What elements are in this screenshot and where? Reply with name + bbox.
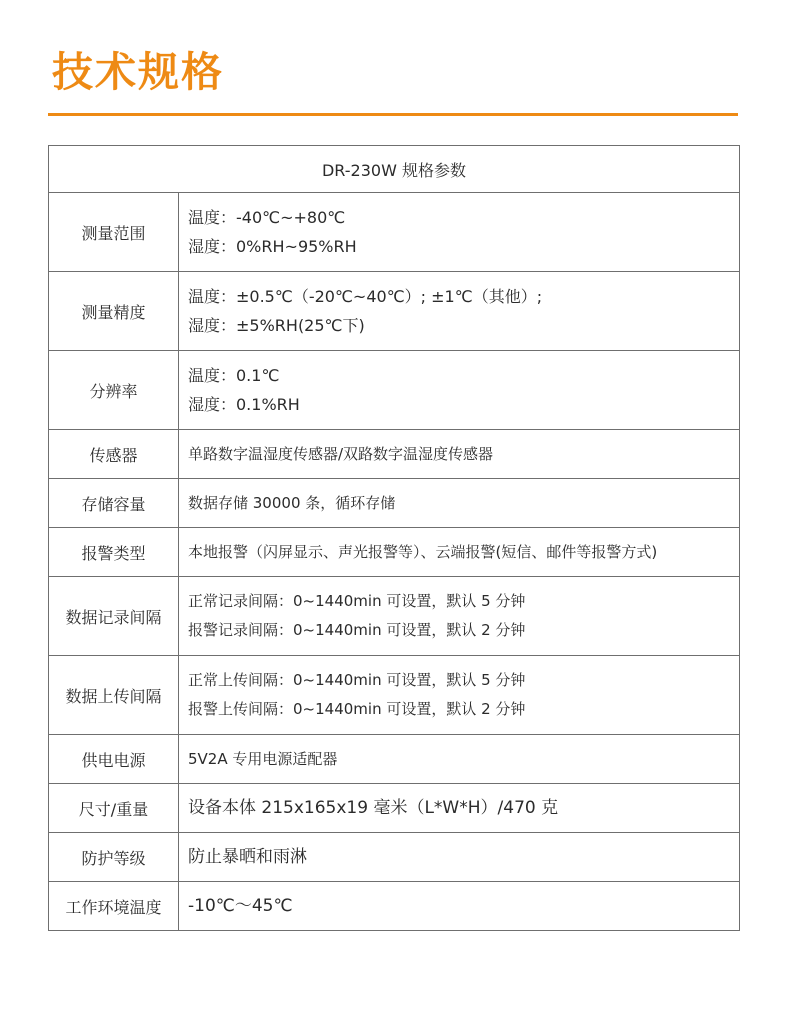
- spec-row-operating-temp: [49, 882, 740, 931]
- spec-value: [179, 833, 740, 882]
- spec-value-line: 温度：0.1℃: [188, 366, 280, 385]
- spec-row-sensor: [49, 430, 740, 479]
- spec-label: 数据记录间隔: [49, 577, 179, 656]
- spec-value-line: -10℃～45℃: [188, 895, 293, 916]
- spec-label: 分辨率: [49, 351, 179, 430]
- spec-row-resolution: [49, 351, 740, 430]
- spec-value: [179, 735, 740, 784]
- spec-row-upload-interval: [49, 656, 740, 735]
- spec-value-line: 5V2A 专用电源适配器: [188, 749, 338, 768]
- spec-value: [179, 272, 740, 351]
- spec-row-size-weight: [49, 784, 740, 833]
- spec-value-line: 温度：±0.5℃（-20℃~40℃）; ±1℃（其他）;: [188, 287, 543, 306]
- spec-value-line: 数据存储 30000 条，循环存储: [188, 493, 396, 512]
- spec-label: 报警类型: [49, 528, 179, 577]
- spec-value: [179, 656, 740, 735]
- page-title: 技术规格: [52, 48, 224, 96]
- spec-label: 尺寸/重量: [49, 784, 179, 833]
- spec-value-line: 报警记录间隔：0~1440min 可设置，默认 2 分钟: [188, 621, 526, 639]
- spec-value: [179, 784, 740, 833]
- spec-value-line: 正常记录间隔：0~1440min 可设置，默认 5 分钟: [188, 592, 526, 610]
- spec-value-line: 温度：-40℃~+80℃: [188, 208, 346, 227]
- spec-label: 供电电源: [49, 735, 179, 784]
- title-divider: [48, 113, 738, 116]
- spec-table: [48, 145, 740, 931]
- spec-value-line: 本地报警（闪屏显示、声光报警等）、云端报警(短信、邮件等报警方式): [188, 542, 658, 561]
- spec-value: [179, 577, 740, 656]
- spec-value-line: 湿度：0%RH~95%RH: [188, 237, 357, 256]
- spec-value-line: 湿度：±5%RH(25℃下): [188, 316, 365, 335]
- spec-row-storage: [49, 479, 740, 528]
- spec-label: 传感器: [49, 430, 179, 479]
- spec-label: 测量范围: [49, 193, 179, 272]
- spec-row-measure-range: [49, 193, 740, 272]
- spec-value: [179, 479, 740, 528]
- spec-row-power: [49, 735, 740, 784]
- spec-value-line: 设备本体 215x165x19 毫米（L*W*H）/470 克: [188, 797, 559, 818]
- spec-label: 测量精度: [49, 272, 179, 351]
- spec-label: 工作环境温度: [49, 882, 179, 931]
- spec-value: [179, 528, 740, 577]
- spec-value-line: 报警上传间隔：0~1440min 可设置，默认 2 分钟: [188, 700, 526, 718]
- spec-row-protection: [49, 833, 740, 882]
- spec-label: 存储容量: [49, 479, 179, 528]
- spec-row-record-interval: [49, 577, 740, 656]
- spec-label: 防护等级: [49, 833, 179, 882]
- spec-label: 数据上传间隔: [49, 656, 179, 735]
- spec-table-header-row: [49, 146, 740, 193]
- spec-value: [179, 430, 740, 479]
- spec-value-line: 防止暴晒和雨淋: [188, 846, 307, 867]
- spec-value-line: 单路数字温湿度传感器/双路数字温湿度传感器: [188, 444, 494, 463]
- spec-row-accuracy: [49, 272, 740, 351]
- spec-value: [179, 193, 740, 272]
- spec-table-header: DR-230W 规格参数: [49, 146, 740, 193]
- spec-row-alarm-type: [49, 528, 740, 577]
- spec-value-line: 正常上传间隔：0~1440min 可设置，默认 5 分钟: [188, 671, 526, 689]
- spec-value-line: 湿度：0.1%RH: [188, 395, 300, 414]
- spec-value: [179, 882, 740, 931]
- spec-value: [179, 351, 740, 430]
